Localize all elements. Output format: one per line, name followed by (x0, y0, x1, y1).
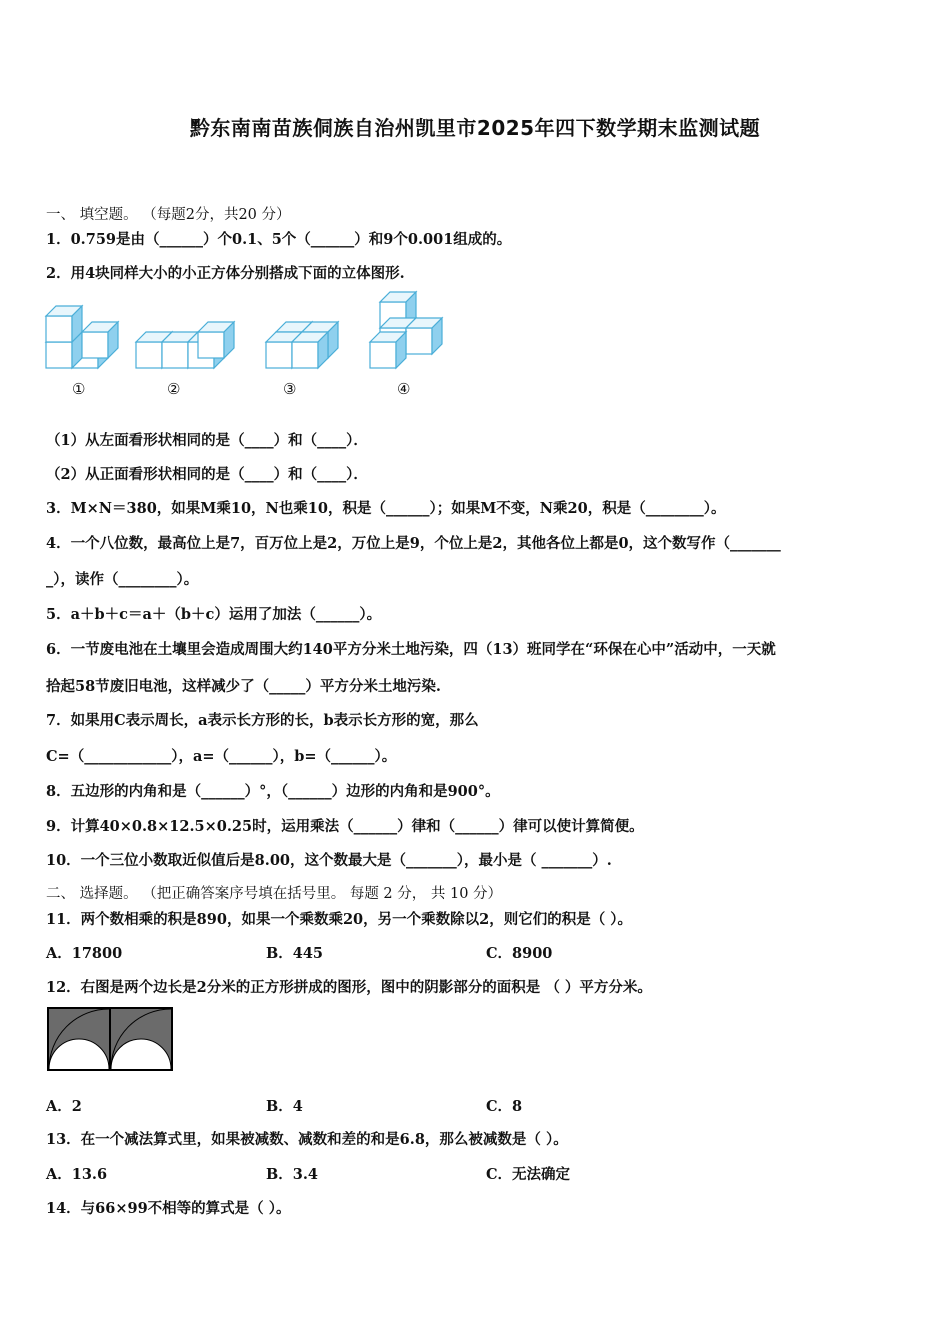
question-10: 10．一个三位小数取近似值后是8.00，这个数最大是（_______），最小是（ _______）. (46, 852, 612, 869)
question-3: 3．M×N＝380，如果M乘10，N也乘10，积是（______）；如果M不变，N乘20，积是（________）。 (46, 500, 726, 517)
question-13-option-a: A．13.6 (46, 1166, 108, 1183)
figure-4-cubes (370, 292, 442, 368)
page-title: 黔东南南苗族侗族自治州凯里市2025年四下数学期末监测试题 (189, 116, 761, 140)
section-2-heading: 二、 选择题。 （把正确答案序号填在括号里。 每题 2 分， 共 10 分） (46, 886, 503, 902)
question-6-line-2: 拾起58节废旧电池，这样减少了（_____）平方分米土地污染. (46, 678, 441, 695)
shaded-squares-figure (47, 1007, 173, 1071)
question-7-line-1: 7．如果用C表示周长，a表示长方形的长，b表示长方形的宽，那么 (46, 712, 479, 729)
figure-1-cubes (46, 306, 118, 368)
question-6-line-1: 6．一节废电池在土壤里会造成周围大约140平方分米土地污染，四（13）班同学在“环保在心中”活动中，一天就 (46, 641, 776, 658)
question-2-part-2: （2）从正面看形状相同的是（____）和（____）． (46, 466, 368, 483)
question-11-option-a: A．17800 (46, 945, 123, 962)
question-12-option-c: C．8 (486, 1098, 523, 1115)
question-13-option-c: C．无法确定 (486, 1166, 571, 1183)
question-9: 9．计算40×0.8×12.5×0.25时，运用乘法（______）律和（______）律可以使计算简便。 (46, 818, 644, 835)
question-2-part-1: （1）从左面看形状相同的是（____）和（____）． (46, 432, 368, 449)
question-13-option-b: B．3.4 (266, 1166, 318, 1183)
section-1-heading: 一、 填空题。 （每题2分，共20 分） (46, 207, 291, 223)
question-5: 5．a＋b＋c＝a＋（b＋c）运用了加法（______）。 (46, 606, 382, 623)
question-12-option-a: A．2 (46, 1098, 82, 1115)
question-4-line-2: _），读作（________）。 (46, 571, 199, 588)
figure-3-cubes (266, 322, 338, 368)
question-12-option-b: B．4 (266, 1098, 303, 1115)
question-1: 1．0.759是由（______）个0.1、5个（______）和9个0.001组成的。 (46, 231, 512, 248)
figure-2-cubes (136, 322, 234, 368)
figure-label-2: ② (167, 380, 181, 398)
question-11-option-b: B．445 (266, 945, 324, 962)
question-4-line-1: 4．一个八位数，最高位上是7，百万位上是2，万位上是9，个位上是2，其他各位上都是0，这个数写作（_______ (46, 535, 781, 552)
question-11: 11．两个数相乘的积是890，如果一个乘数乘20，另一个乘数除以2，则它们的积是（ ）。 (46, 911, 633, 928)
question-11-option-c: C．8900 (486, 945, 553, 962)
figure-label-3: ③ (283, 380, 297, 398)
question-14: 14．与66×99不相等的算式是（ ）。 (46, 1200, 291, 1217)
figure-label-1: ① (72, 380, 86, 398)
question-7-line-2: C=（____________），a=（______），b=（______）。 (46, 748, 397, 765)
question-12: 12．右图是两个边长是2分米的正方形拼成的图形，图中的阴影部分的面积是 （ ）平方分米。 (46, 979, 652, 996)
question-2: 2．用4块同样大小的小正方体分别搭成下面的立体图形. (46, 265, 405, 282)
question-13: 13．在一个减法算式里，如果被减数、减数和差的和是6.8，那么被减数是（ ）。 (46, 1131, 568, 1148)
question-8: 8．五边形的内角和是（______）°，（______）边形的内角和是900°。 (46, 783, 500, 800)
figure-label-4: ④ (397, 380, 411, 398)
